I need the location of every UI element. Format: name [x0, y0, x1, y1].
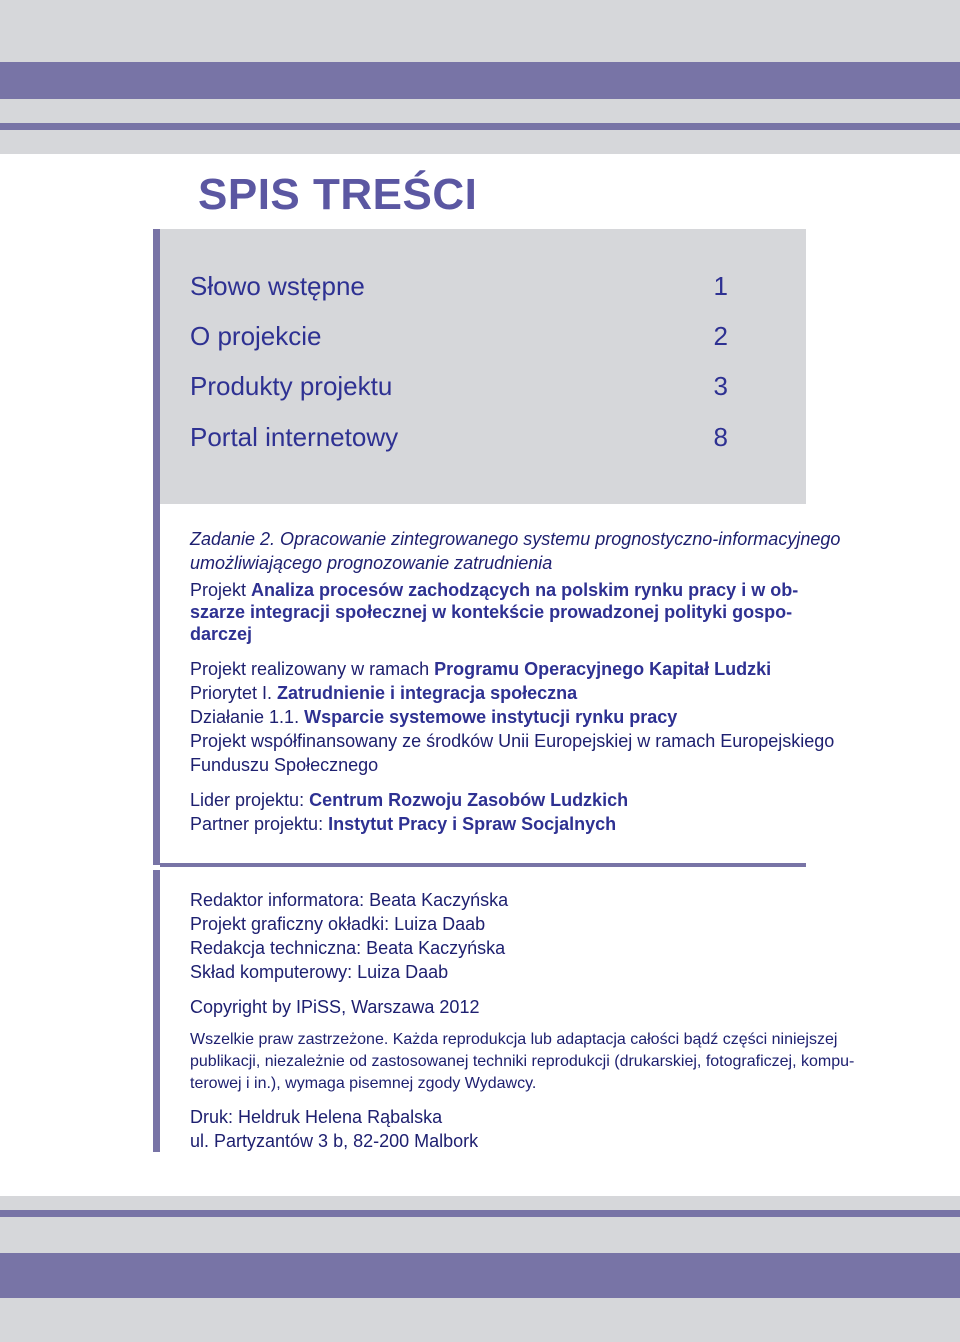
cofund-line-2: Funduszu Społecznego [190, 755, 379, 775]
cofund-line-1: Projekt współfinansowany ze środków Unii Europejskiej w ramach Europejskiego [190, 731, 835, 751]
bottom-grey-stripe [0, 1196, 960, 1210]
project-title [190, 579, 810, 645]
section-divider [160, 863, 806, 867]
leader-prefix: Lider projektu: [190, 790, 310, 810]
toc-page: 8 [713, 422, 728, 452]
top-purple-band [0, 62, 960, 99]
leader-line [190, 788, 628, 812]
toc-entry[interactable] [190, 316, 728, 356]
credit-line: Redakcja techniczna: Beata Kaczyńska [190, 938, 506, 958]
partner-name: Instytut Pracy i Spraw Socjalnych [328, 814, 617, 834]
leader-name: Centrum Rozwoju Zasobów Ludzkich [309, 790, 629, 810]
bottom-purple-band [0, 1253, 960, 1298]
credit-line: Redaktor informatora: Beata Kaczyńska [190, 890, 509, 910]
top-purple-stripe [0, 123, 960, 130]
program-prefix: Projekt realizowany w ramach [190, 659, 435, 679]
priority-line [190, 681, 577, 705]
bottom-grey-band [0, 1298, 960, 1342]
copyright: Copyright by IPiSS, Warszawa 2012 [190, 997, 480, 1017]
left-accent-bar-lower [153, 870, 160, 1152]
project-name-line-3: darczej [190, 624, 253, 644]
rights-line: Wszelkie praw zastrzeżone. Każda reprodukcja lub adaptacja całości bądź części niniejszej [190, 1031, 838, 1048]
toc-page: 1 [713, 271, 728, 301]
project-name-line-1: Analiza procesów zachodzących na polskim rynku pracy i w ob- [251, 580, 799, 600]
priority-name: Zatrudnienie i integracja społeczna [277, 683, 578, 703]
toc-label: Produkty projektu [190, 371, 393, 401]
toc-page: 3 [713, 371, 728, 401]
toc-page: 2 [713, 321, 728, 351]
top-grey-stripe-2 [0, 130, 960, 154]
rights-line: publikacji, niezależnie od zastosowanej techniki reprodukcji (drukarskiej, fotograficzej, kompu- [190, 1053, 855, 1070]
toc-entry[interactable] [190, 266, 728, 306]
bottom-grey-stripe-2 [0, 1217, 960, 1253]
top-grey-band [0, 0, 960, 62]
project-name-line-2: szarze integracji społecznej w kontekście prowadzonej polityki gospo- [190, 602, 793, 622]
action-name: Wsparcie systemowe instytucji rynku pracy [304, 707, 678, 727]
priority-prefix: Priorytet I. [190, 683, 278, 703]
page-title: SPIS TREŚCI [198, 170, 478, 219]
toc-entry[interactable] [190, 417, 728, 457]
partner-prefix: Partner projektu: [190, 814, 329, 834]
printer-address: ul. Partyzantów 3 b, 82-200 Malbork [190, 1131, 479, 1151]
program-line [190, 657, 771, 681]
task-line-2: umożliwiającego prognozowanie zatrudnienia [190, 553, 553, 573]
action-prefix: Działanie 1.1. [190, 707, 305, 727]
toc-entry[interactable] [190, 366, 728, 406]
project-prefix: Projekt [190, 580, 252, 600]
toc-label: Słowo wstępne [190, 271, 365, 301]
rights-line: terowej i in.), wymaga pisemnej zgody Wydawcy. [190, 1075, 537, 1092]
credit-line: Skład komputerowy: Luiza Daab [190, 962, 449, 982]
top-grey-stripe [0, 99, 960, 123]
toc-label: Portal internetowy [190, 422, 399, 452]
task-line-1: Zadanie 2. Opracowanie zintegrowanego systemu prognostyczno-informacyjnego [190, 529, 841, 549]
toc-label: O projekcie [190, 321, 322, 351]
bottom-purple-stripe [0, 1210, 960, 1217]
credit-line: Projekt graficzny okładki: Luiza Daab [190, 914, 486, 934]
partner-line [190, 812, 616, 836]
program-name: Programu Operacyjnego Kapitał Ludzki [434, 659, 772, 679]
printer-line: Druk: Heldruk Helena Rąbalska [190, 1107, 443, 1127]
left-accent-bar [153, 229, 160, 865]
action-line [190, 705, 677, 729]
